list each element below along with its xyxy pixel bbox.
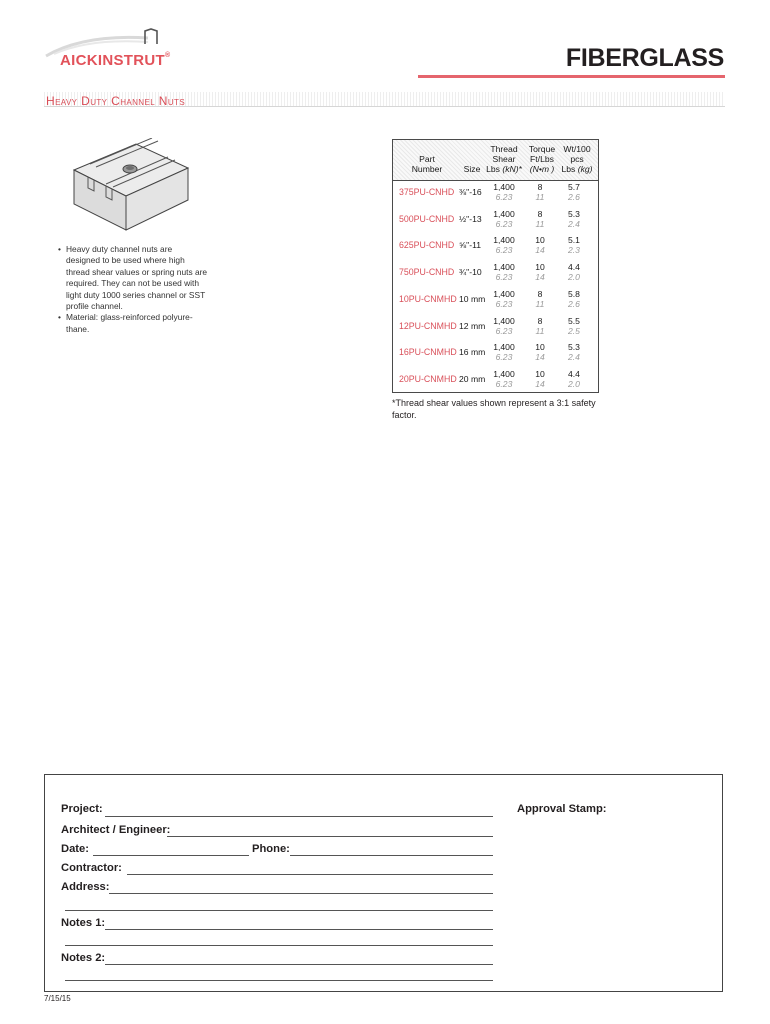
notes2-field[interactable]: [105, 964, 493, 965]
size: ⅝"-11: [459, 240, 482, 251]
table-row: [393, 367, 598, 394]
weight-metric: 2.4: [568, 218, 580, 229]
torque-value: 10: [535, 262, 545, 273]
table-row: [393, 180, 598, 207]
table-row: [393, 287, 598, 314]
project-field[interactable]: [105, 816, 493, 817]
feature-list: [58, 244, 208, 335]
part-number: 20PU-CNMHD: [399, 373, 457, 384]
address-field-line2[interactable]: [65, 910, 493, 911]
table-footnote: *Thread shear values shown represent a 3:1 safety factor.: [392, 398, 596, 420]
torque-metric: 11: [535, 218, 545, 229]
weight-value: 4.4: [568, 262, 580, 273]
header-part: Part Number: [411, 154, 443, 174]
size: ¾"-10: [459, 267, 482, 278]
shear-metric: 6.23: [495, 272, 513, 283]
weight-metric: 2.5: [568, 325, 580, 336]
shear-metric: 6.23: [495, 192, 513, 202]
table-row: [393, 207, 598, 234]
weight-metric: 2.0: [568, 378, 580, 389]
size: ⅜"-16: [459, 187, 482, 197]
weight-metric: 2.3: [568, 245, 580, 256]
shear-metric: 6.23: [495, 218, 513, 229]
shear-value: 1,400: [493, 235, 515, 246]
part-number: 16PU-CNMHD: [399, 347, 457, 358]
page-title: FIBERGLASS: [565, 44, 724, 72]
size: 12 mm: [459, 320, 486, 331]
weight-value: 5.7: [568, 182, 580, 192]
project-label: Project:: [61, 803, 103, 815]
submittal-form: [44, 774, 723, 992]
size: 20 mm: [459, 373, 486, 384]
torque-metric: 14: [535, 378, 545, 389]
table-row: [393, 233, 598, 260]
torque-value: 10: [535, 368, 545, 379]
date-field[interactable]: [93, 855, 249, 856]
feature-bullet: • Material: glass-reinforced polyure-thane.: [58, 312, 208, 335]
torque-metric: 11: [535, 325, 545, 336]
header-shear: Thread Shear Lbs (kN)*: [486, 144, 522, 174]
header-torque: Torque Ft/Lbs (N•m ): [528, 144, 556, 174]
shear-value: 1,400: [493, 208, 515, 219]
architect-field[interactable]: [167, 836, 493, 837]
weight-metric: 2.6: [568, 298, 580, 309]
date-label: Date:: [61, 843, 89, 855]
notes2-field-line2[interactable]: [65, 980, 493, 981]
architect-label: Architect / Engineer:: [61, 824, 171, 836]
shear-value: 1,400: [493, 182, 515, 192]
part-number: 10PU-CNMHD: [399, 293, 457, 304]
weight-metric: 2.0: [568, 272, 580, 283]
shear-value: 1,400: [493, 288, 515, 299]
part-number: 750PU-CNHD: [399, 267, 455, 278]
notes1-field[interactable]: [105, 929, 493, 930]
title-rule: [418, 75, 725, 78]
notes1-field-line2[interactable]: [65, 945, 493, 946]
weight-value: 5.3: [568, 208, 580, 219]
weight-value: 5.3: [568, 342, 580, 353]
torque-value: 8: [537, 182, 543, 192]
channel-nut-image: [66, 138, 196, 238]
feature-bullet: • Heavy duty channel nuts are designed to be used where high thread shear values or spring nuts are required. They can not be used with light duty 1000 series channel or SST profile channel.: [58, 244, 208, 312]
table-row: [393, 340, 598, 367]
address-field[interactable]: [109, 893, 493, 894]
torque-value: 10: [535, 342, 545, 353]
shear-metric: 6.23: [495, 352, 513, 363]
torque-metric: 11: [535, 298, 545, 309]
shear-value: 1,400: [493, 368, 515, 379]
address-label: Address:: [61, 881, 110, 893]
torque-value: 10: [535, 235, 545, 246]
size: 16 mm: [459, 347, 486, 358]
spec-table: [392, 139, 599, 393]
contractor-field[interactable]: [127, 874, 493, 875]
header-size: Size: [463, 164, 481, 174]
shear-metric: 6.23: [495, 245, 513, 256]
phone-label: Phone:: [252, 843, 290, 855]
header-weight: Wt/100 pcs Lbs (kg): [561, 144, 593, 174]
notes2-label: Notes 2:: [61, 952, 106, 964]
torque-metric: 14: [535, 272, 545, 283]
torque-value: 8: [537, 315, 543, 326]
weight-value: 5.8: [568, 288, 580, 299]
table-row: [393, 260, 598, 287]
torque-value: 8: [537, 208, 543, 219]
torque-value: 8: [537, 288, 543, 299]
shear-value: 1,400: [493, 342, 515, 353]
aickinstrut-logo: [44, 26, 184, 74]
phone-field[interactable]: [290, 855, 493, 856]
size: 10 mm: [459, 293, 486, 304]
weight-value: 5.5: [568, 315, 580, 326]
shear-metric: 6.23: [495, 298, 513, 309]
section-title: Heavy Duty Channel Nuts: [46, 94, 186, 108]
table-row: [393, 314, 598, 341]
notes1-label: Notes 1:: [61, 917, 106, 929]
weight-value: 4.4: [568, 368, 580, 379]
shear-value: 1,400: [493, 262, 515, 273]
shear-value: 1,400: [493, 315, 515, 326]
weight-metric: 2.6: [568, 192, 580, 202]
shear-metric: 6.23: [495, 325, 513, 336]
table-header: [393, 140, 598, 181]
torque-metric: 11: [535, 192, 545, 202]
part-number: 12PU-CNMHD: [399, 320, 457, 331]
size: ½"-13: [459, 213, 482, 224]
torque-metric: 14: [535, 352, 545, 363]
part-number: 375PU-CNHD: [399, 187, 455, 197]
weight-metric: 2.4: [568, 352, 580, 363]
revision-date: 7/15/15: [44, 994, 71, 1003]
brand-name: AICKINSTRUT®: [60, 52, 171, 69]
part-number: 500PU-CNHD: [399, 213, 455, 224]
part-number: 625PU-CNHD: [399, 240, 455, 251]
contractor-label: Contractor:: [61, 862, 122, 874]
shear-metric: 6.23: [495, 378, 513, 389]
approval-stamp-label: Approval Stamp:: [517, 803, 607, 815]
torque-metric: 14: [535, 245, 545, 256]
weight-value: 5.1: [568, 235, 580, 246]
